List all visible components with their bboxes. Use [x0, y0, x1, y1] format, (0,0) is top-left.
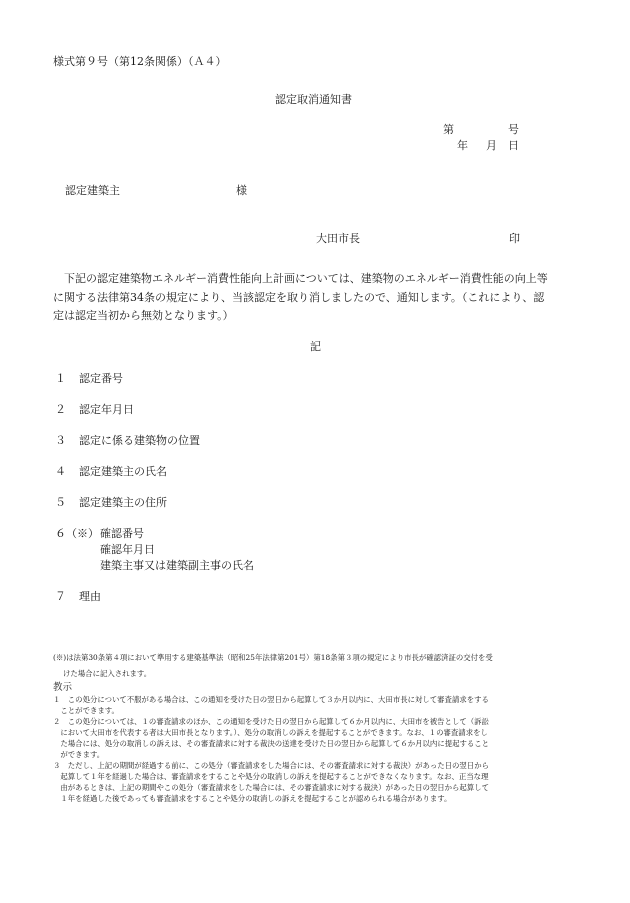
addressee-honorific: 様 — [236, 184, 247, 197]
item-number: ５ — [55, 496, 66, 509]
item-4 — [55, 465, 167, 479]
footnote-line: (※)は法第30条第４項において準用する建築基準法（昭和25年法律第201号）第18条第３項の規定により市長が確認済証の交付を受 — [53, 653, 493, 662]
addressee-label: 認定建築主 — [65, 184, 120, 197]
kyoji-title: 教示 — [53, 682, 73, 693]
item-label: 理由 — [79, 590, 101, 603]
kyoji-line: ３ ただし、上記の期間が経過する前に、この処分（審査請求をした場合には、その審査請求に対する裁決）があった日の翌日から — [53, 761, 489, 770]
sender-name: 大田市長 — [316, 232, 360, 245]
item-number: ４ — [55, 465, 66, 478]
body-paragraph — [53, 270, 583, 326]
body-line: 定は認定当初から無効となります。） — [53, 309, 234, 322]
date-day: 日 — [508, 139, 519, 152]
item-1 — [55, 372, 123, 386]
kyoji-line: １年を経過した後であっても審査請求をすることや処分の取消しの訴えを提起することが認められる場合があります。 — [53, 794, 452, 803]
form-header: 様式第９号（第12条関係）（Ａ４） — [53, 55, 227, 68]
kyoji-line: ことができます。 — [53, 706, 119, 715]
kyoji-line: ２ この処分については、１の審査請求のほか、この通知を受けた日の翌日から起算して６か月以内に、大田市を被告として（訴訟 — [53, 717, 489, 726]
item-6-line: 確認番号 — [100, 527, 144, 540]
item-2 — [55, 403, 134, 417]
document-title: 認定取消通知書 — [275, 93, 352, 106]
item-label: 認定年月日 — [79, 403, 134, 416]
kyoji-line: 起算して１年を経過した場合は、審査請求をすることや処分の取消しの訴えを提起することができなくなります。なお、正当な理 — [53, 772, 489, 781]
ki-heading: 記 — [310, 340, 321, 353]
item-number: ３ — [55, 434, 66, 447]
item-6-number: ６（※） — [55, 527, 99, 540]
doc-number-suffix: 号 — [508, 123, 519, 136]
item-7 — [55, 590, 101, 604]
footnote-line: けた場合に記入されます。 — [63, 669, 152, 678]
seal-mark: 印 — [509, 232, 520, 245]
item-number: １ — [55, 372, 66, 385]
item-label: 認定建築主の住所 — [79, 496, 167, 509]
kyoji-line: において大田市を代表する者は大田市長となります。）、処分の取消しの訴えを提起することができます。なお、１の審査請求をし — [53, 728, 488, 737]
body-line: 下記の認定建築物エネルギー消費性能向上計画については、建築物のエネルギー消費性能の向上等 — [53, 272, 548, 285]
body-line: に関する法律第34条の規定により、当該認定を取り消しましたので、通知します。（これにより、認 — [53, 290, 545, 304]
item-6-line: 建築主事又は建築副主事の氏名 — [100, 559, 254, 572]
item-3 — [55, 434, 200, 448]
item-label: 認定に係る建築物の位置 — [79, 434, 200, 447]
item-6-line: 確認年月日 — [100, 543, 155, 556]
item-label: 認定番号 — [79, 372, 123, 385]
date-year: 年 — [457, 139, 468, 152]
doc-number-prefix: 第 — [443, 123, 454, 136]
item-5 — [55, 496, 167, 510]
date-month: 月 — [486, 139, 497, 152]
item-number: ７ — [55, 590, 66, 603]
kyoji-line: １ この処分について不服がある場合は、この通知を受けた日の翌日から起算して３か月以内に、大田市長に対して審査請求をする — [53, 695, 489, 704]
kyoji-line: 由があるときは、上記の期間やこの処分（審査請求をした場合には、その審査請求に対する裁決）があった日の翌日から起算して — [53, 783, 489, 792]
kyoji-line: た場合には、処分の取消しの訴えは、その審査請求に対する裁決の送達を受けた日の翌日から起算して６か月以内に提起すること — [53, 739, 490, 748]
item-number: ２ — [55, 403, 66, 416]
kyoji-line: ができます。 — [53, 750, 105, 759]
item-label: 認定建築主の氏名 — [79, 465, 167, 478]
